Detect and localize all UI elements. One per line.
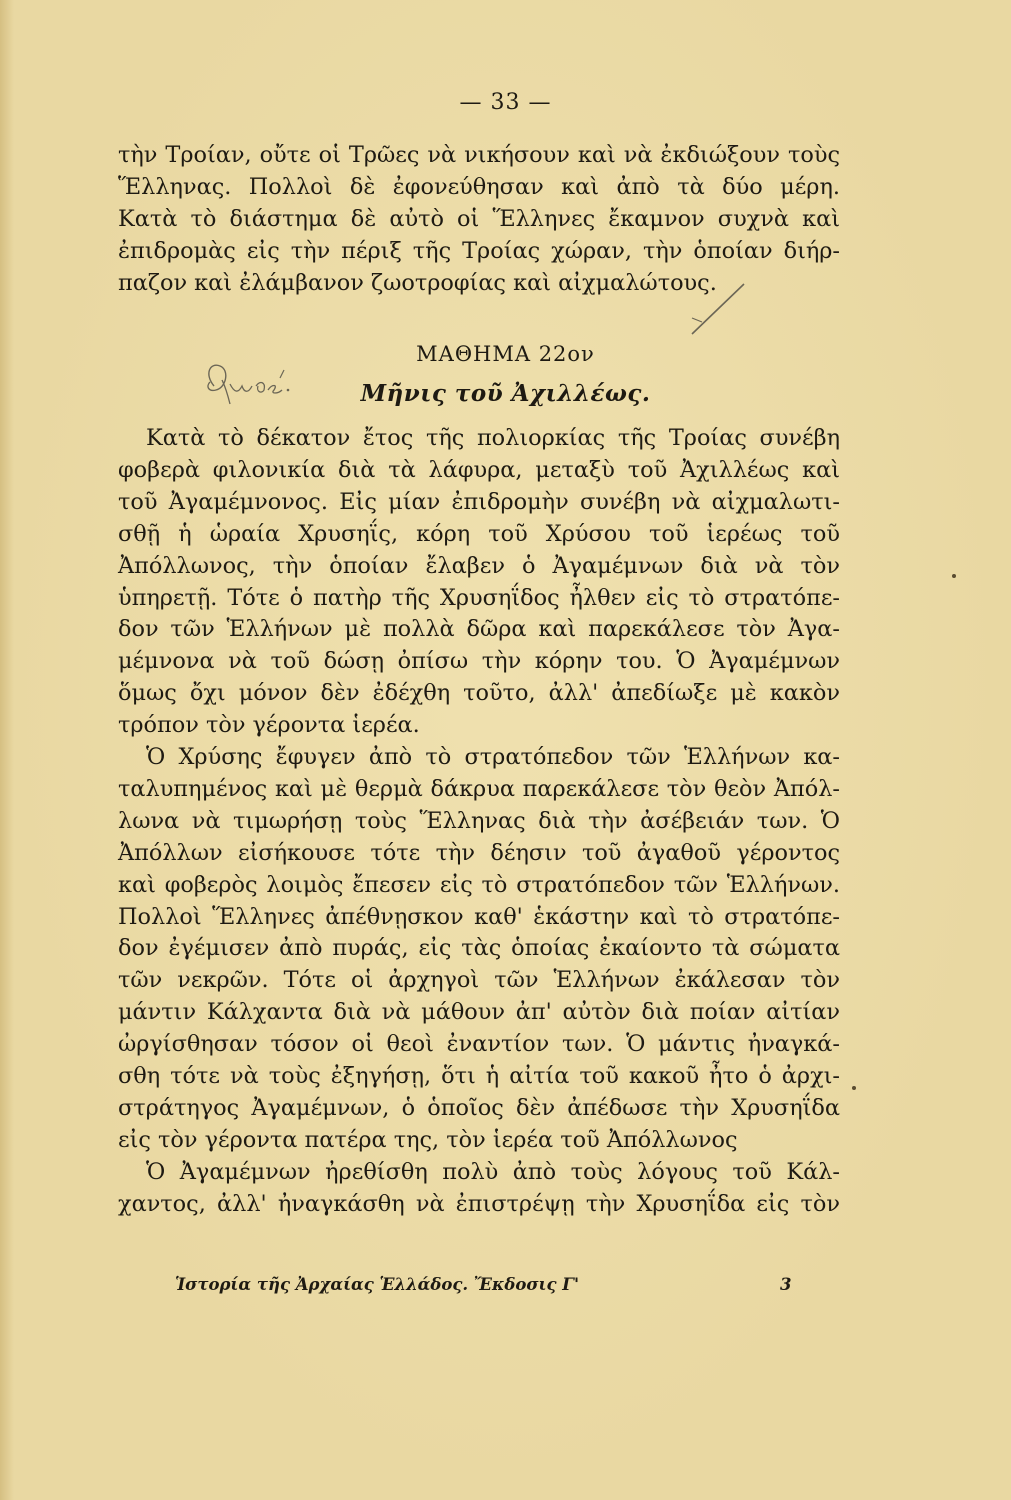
text-line: στράτηγος Ἀγαμέμνων, ὁ ὁποῖος δὲν ἀπέδωσε τὴν Χρυσηΐδα [118, 1094, 840, 1121]
print-speck [952, 574, 956, 578]
text-line: Κατὰ τὸ δέκατον ἔτος τῆς πολιορκίας τῆς Τροίας συνέβη [146, 425, 840, 451]
text-line: τῶν νεκρῶν. Τότε οἱ ἀρχηγοὶ τῶν Ἑλλήνων ἐκάλεσαν τὸν [118, 967, 840, 994]
intro-paragraph [118, 140, 840, 300]
text-line: μέμνονα νὰ τοῦ δώσῃ ὀπίσω τὴν κόρην του. Ὁ Ἀγαμέμνων [118, 648, 840, 675]
text-line: Κατὰ τὸ διάστημα δὲ αὐτὸ οἱ Ἕλληνες ἔκαμνον συχνὰ καὶ [118, 205, 840, 232]
text-line: σθῇ ἡ ὡραία Χρυσηΐς, κόρη τοῦ Χρύσου τοῦ ἱερέως τοῦ [118, 520, 840, 547]
text-line: τὴν Τροίαν, οὔτε οἱ Τρῶες νὰ νικήσουν καὶ νὰ ἐκδιώξουν τοὺς [118, 142, 840, 168]
paragraph-3 [118, 1157, 840, 1221]
text-line: ὅμως ὄχι μόνον δὲν ἐδέχθη τοῦτο, ἀλλ' ἀπεδίωξε μὲ κακὸν [118, 680, 840, 707]
text-line: ἐπιδρομὰς εἰς τὴν πέριξ τῆς Τροίας χώραν, τὴν ὁποίαν διήρ- [118, 237, 840, 264]
text-line: ὑπηρετῇ. Τότε ὁ πατὴρ τῆς Χρυσηΐδος ἦλθεν εἰς τὸ στρατόπε- [118, 584, 840, 611]
footer-book-title: Ἱστορία τῆς Ἀρχαίας Ἑλλάδος. Ἔκδοσις Γ' [175, 1275, 580, 1294]
text-line: Πολλοὶ Ἕλληνες ἀπέθνῃσκον καθ' ἑκάστην καὶ τὸ στρατόπε- [118, 903, 840, 930]
text-line: ὠργίσθησαν τόσον οἱ θεοὶ ἐναντίον των. Ὁ μάντις ἠναγκά- [118, 1031, 840, 1058]
pencil-slash-mark [688, 278, 748, 338]
text-line: Ὁ Ἀγαμέμνων ἠρεθίσθη πολὺ ἀπὸ τοὺς λόγους τοῦ Κάλ- [146, 1159, 840, 1185]
text-line: παζον καὶ ἐλάμβανον ζωοτροφίας καὶ αἰχμαλώτους. [118, 269, 717, 296]
text-line: λωνα νὰ τιμωρήσῃ τοὺς Ἕλληνας διὰ τὴν ἀσέβειάν των. Ὁ [118, 807, 840, 834]
text-line: τοῦ Ἀγαμέμνονος. Εἰς μίαν ἐπιδρομὴν συνέβη νὰ αἰχμαλωτι- [118, 488, 840, 515]
print-speck [852, 1086, 856, 1090]
lesson-title: Μῆνις τοῦ Ἀχιλλέως. [360, 380, 651, 407]
paragraph-1 [118, 423, 840, 742]
text-line: δον τῶν Ἑλλήνων μὲ πολλὰ δῶρα καὶ παρεκάλεσε τὸν Ἀγα- [118, 616, 840, 643]
lesson-heading: ΜΑΘΗΜΑ 22ον [416, 342, 595, 366]
text-line: χαντος, ἀλλ' ἠναγκάσθη νὰ ἐπιστρέψῃ τὴν Χρυσηΐδα εἰς τὸν [118, 1190, 840, 1217]
text-line: ταλυπημένος καὶ μὲ θερμὰ δάκρυα παρεκάλεσε τὸν θεὸν Ἀπόλ- [118, 775, 840, 802]
text-line: φοβερὰ φιλονικία διὰ τὰ λάφυρα, μεταξὺ τοῦ Ἀχιλλέως καὶ [118, 456, 840, 483]
page-edge-shadow [0, 0, 14, 1500]
text-line: τρόπον τὸν γέροντα ἱερέα. [118, 712, 420, 739]
text-line: σθη τότε νὰ τοὺς ἐξηγήσῃ, ὅτι ἡ αἰτία τοῦ κακοῦ ἦτο ὁ ἀρχι- [118, 1063, 840, 1090]
text-line: εἰς τὸν γέροντα πατέρα της, τὸν ἱερέα τοῦ Ἀπόλλωνος [118, 1126, 738, 1153]
text-line: καὶ φοβερὸς λοιμὸς ἔπεσεν εἰς τὸ στρατόπεδον τῶν Ἑλλήνων. [118, 871, 840, 898]
text-line: Ὁ Χρύσης ἔφυγεν ἀπὸ τὸ στρατόπεδον τῶν Ἑλλήνων κα- [146, 744, 840, 770]
footer-signature-mark: 3 [780, 1275, 792, 1294]
text-line: Ἀπόλλωνος, τὴν ὁποίαν ἔλαβεν ὁ Ἀγαμέμνων διὰ νὰ τὸν [118, 552, 840, 579]
paragraph-2 [118, 742, 840, 1157]
text-line: Ἀπόλλων εἰσήκουσε τότε τὴν δέησιν τοῦ ἀγαθοῦ γέροντος [118, 839, 840, 866]
page-number: — 33 — [459, 90, 552, 115]
text-line: Ἕλληνας. Πολλοὶ δὲ ἐφονεύθησαν καὶ ἀπὸ τὰ δύο μέρη. [118, 173, 840, 200]
text-line: δον ἐγέμισεν ἀπὸ πυράς, εἰς τὰς ὁποίας ἐκαίοντο τὰ σώματα [118, 935, 840, 962]
text-line: μάντιν Κάλχαντα διὰ νὰ μάθουν ἀπ' αὐτὸν διὰ ποίαν αἰτίαν [118, 999, 840, 1026]
